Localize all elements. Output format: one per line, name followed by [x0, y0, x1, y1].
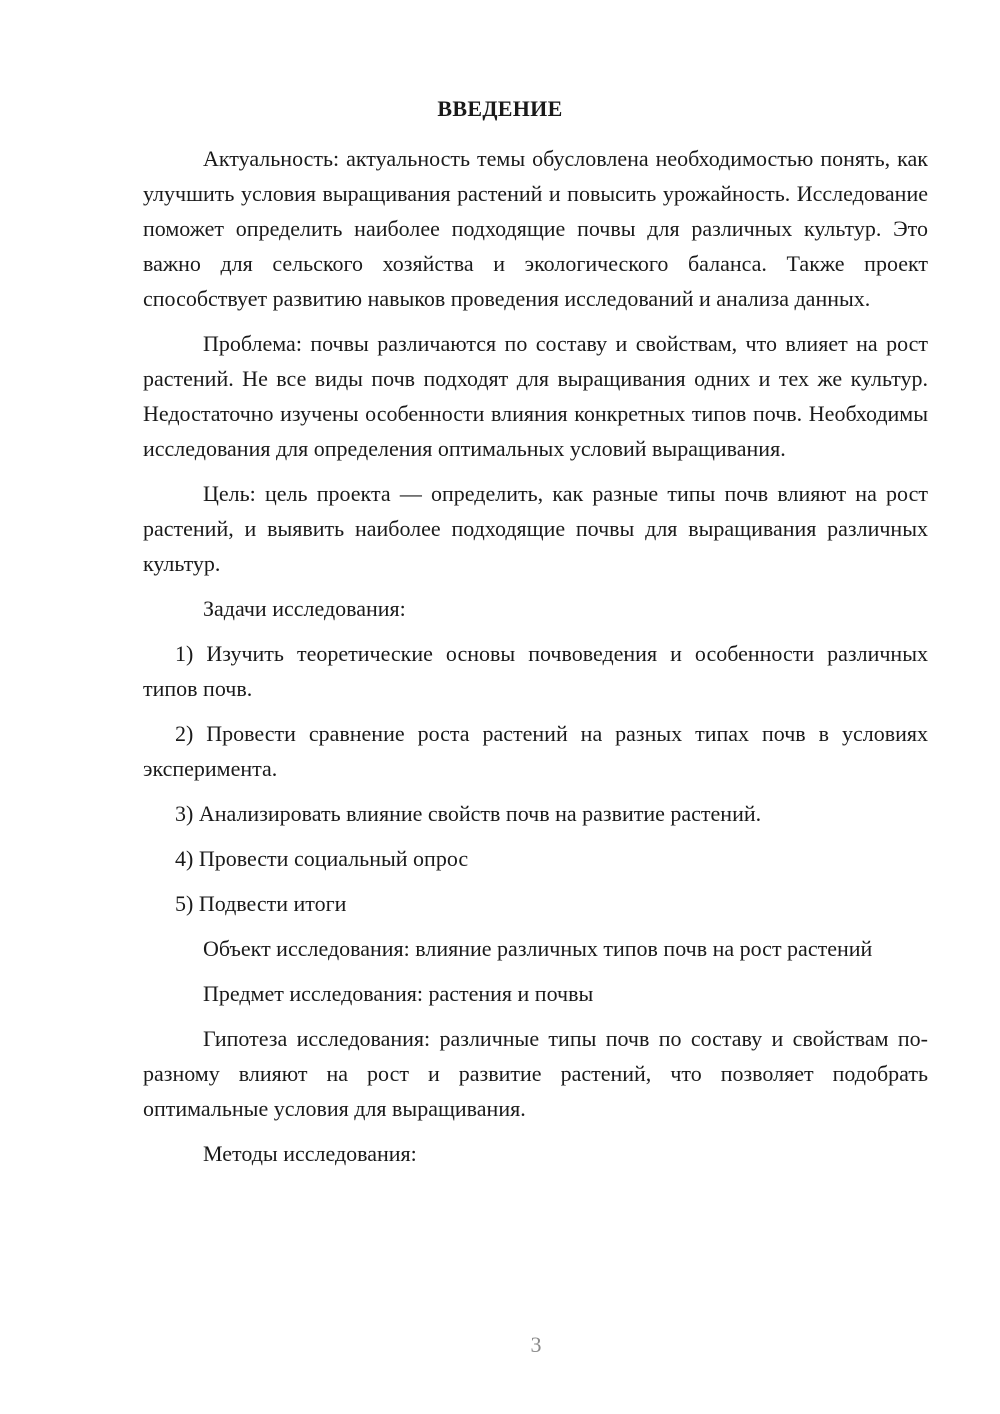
paragraph-subject: Предмет исследования: растения и почвы [203, 981, 594, 1006]
task-item: 4) Провести социальный опрос [175, 846, 469, 871]
document-body [143, 141, 928, 1171]
paragraph-methods-heading: Методы исследования: [203, 1141, 417, 1166]
task-item: 5) Подвести итоги [175, 891, 347, 916]
paragraph-object: Объект исследования: влияние различных типов почв на рост растений [203, 936, 873, 961]
paragraph-relevance: Актуальность: актуальность темы обусловлена необходимостью понять, как улучшить условия выращивания растений и повысить урожайность. Исследование поможет определить наиболее подходящие почвы для различных культур. Это важно для сельского хозяйства и экологического баланса. Также проект способствует развитию навыков проведения исследований и анализа данных. [143, 146, 928, 311]
paragraph-goal: Цель: цель проекта — определить, как разные типы почв влияют на рост растений, и выявить наиболее подходящие почвы для выращивания различных культур. [143, 481, 928, 576]
task-item: 2) Провести сравнение роста растений на разных типах почв в условиях эксперимента. [143, 721, 928, 781]
page-title: ВВЕДЕНИЕ [437, 96, 563, 121]
paragraph-hypothesis: Гипотеза исследования: различные типы почв по составу и свойствам по-разному влияют на рост и развитие растений, что позволяет подобрать оптимальные условия для выращивания. [143, 1026, 928, 1121]
task-item: 1) Изучить теоретические основы почвоведения и особенности различных типов почв. [143, 641, 928, 701]
paragraph-problem: Проблема: почвы различаются по составу и свойствам, что влияет на рост растений. Не все виды почв подходят для выращивания одних и тех же культур. Недостаточно изучены особенности влияния конкретных типов почв. Необходимы исследования для определения оптимальных условий выращивания. [143, 331, 928, 461]
paragraph-tasks-heading: Задачи исследования: [203, 596, 406, 621]
page-number: 3 [530, 1332, 542, 1357]
task-item: 3) Анализировать влияние свойств почв на развитие растений. [175, 801, 762, 826]
